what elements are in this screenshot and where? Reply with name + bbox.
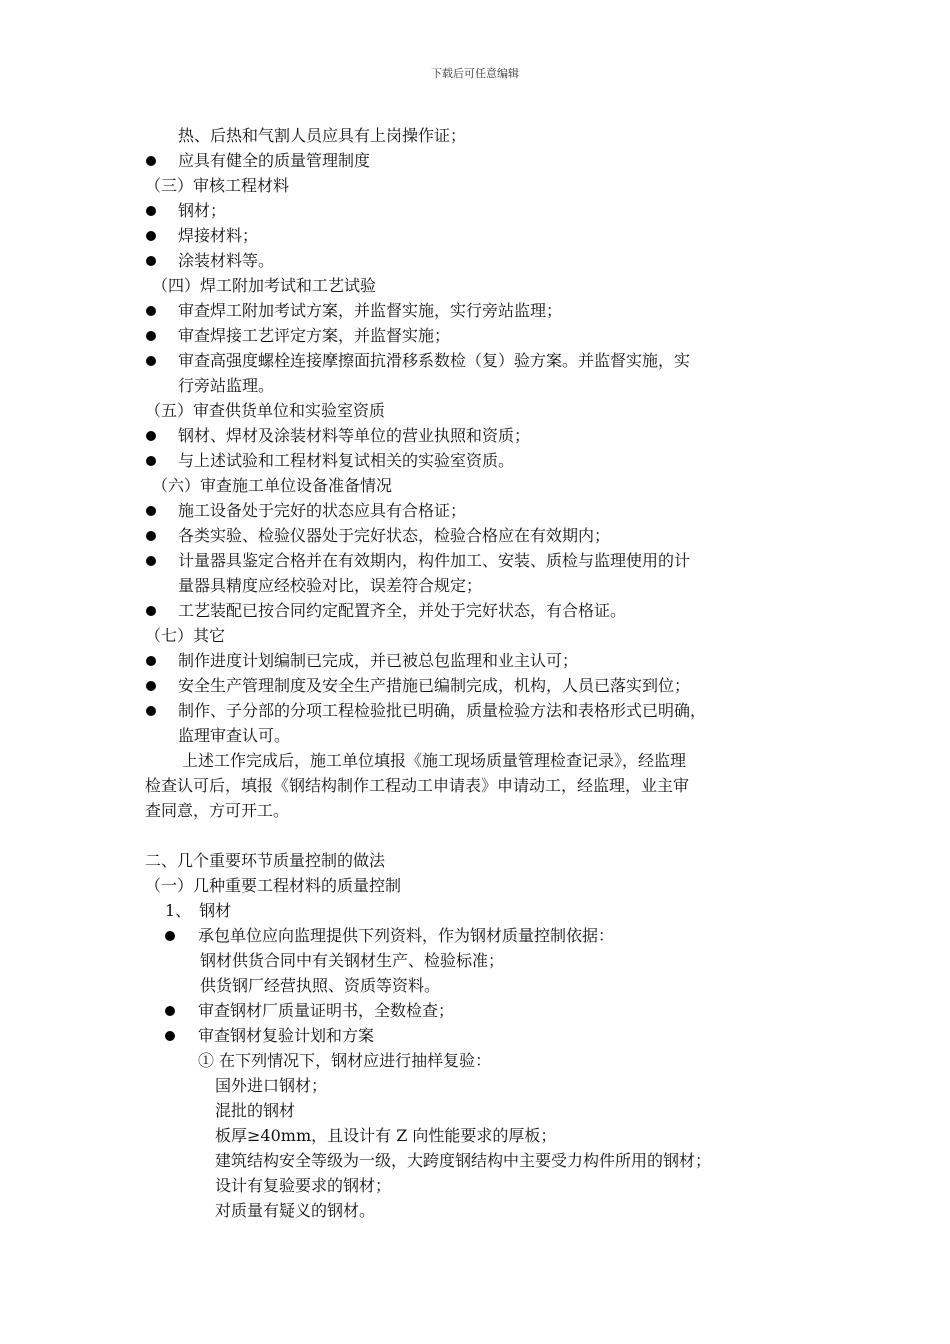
bullet-icon	[146, 306, 156, 316]
line-text: 对质量有疑义的钢材。	[215, 1201, 376, 1220]
line-text: 建筑结构安全等级为一级，大跨度钢结构中主要受力构件所用的钢材；	[215, 1151, 712, 1170]
bullet-icon	[146, 231, 156, 241]
bullet-icon	[146, 356, 156, 366]
line-text: 审查高强度螺栓连接摩擦面抗滑移系数检（复）验方案。并监督实施，实	[178, 351, 691, 370]
line-text: 国外进口钢材；	[215, 1076, 328, 1095]
line-text: 制作、子分部的分项工程检验批已明确，质量检验方法和表格形式已明确，	[178, 701, 707, 720]
bullet-icon	[146, 681, 156, 691]
line-text: （三）审核工程材料	[145, 176, 290, 195]
line-text: 行旁站监理。	[178, 376, 275, 395]
line-text: 制作进度计划编制已完成，并已被总包监理和业主认可；	[178, 651, 579, 670]
line-text: 供货钢厂经营执照、资质等资料。	[200, 976, 441, 995]
line-text: 板厚≥40mm，且设计有 Z 向性能要求的厚板；	[215, 1126, 557, 1145]
bullet-icon	[146, 431, 156, 441]
line-text: 审查焊接工艺评定方案，并监督实施；	[178, 326, 451, 345]
line-text: 各类实验、检验仪器处于完好状态，检验合格应在有效期内；	[178, 526, 611, 545]
line-text: 工艺装配已按合同约定配置齐全，并处于完好状态，有合格证。	[178, 601, 627, 620]
line-text: 审查钢材厂质量证明书，全数检查；	[198, 1001, 455, 1020]
line-text: 施工设备处于完好的状态应具有合格证；	[178, 501, 467, 520]
line-text: 量器具精度应经校验对比，误差符合规定；	[178, 576, 483, 595]
bullet-icon	[146, 556, 156, 566]
line-text: 钢材；	[178, 201, 227, 220]
bullet-icon	[146, 506, 156, 516]
line-text: 应具有健全的质量管理制度	[178, 151, 371, 170]
line-text: 审查焊工附加考试方案，并监督实施，实行旁站监理；	[178, 301, 563, 320]
line-text: 二、几个重要环节质量控制的做法	[145, 851, 386, 870]
line-text: （一）几种重要工程材料的质量控制	[145, 876, 402, 895]
bullet-icon	[165, 1031, 175, 1041]
bullet-icon	[165, 931, 175, 941]
bullet-icon	[165, 1006, 175, 1016]
line-text: 查同意，方可开工。	[145, 801, 290, 820]
line-text: 监理审查认可。	[178, 726, 291, 745]
line-text: （六）审查施工单位设备准备情况	[152, 476, 393, 495]
bullet-icon	[146, 156, 156, 166]
bullet-icon	[146, 706, 156, 716]
line-text: 混批的钢材	[215, 1101, 296, 1120]
line-text: 上述工作完成后，施工单位填报《施工现场质量管理检查记录》，经监理	[182, 751, 687, 770]
line-text: 与上述试验和工程材料复试相关的实验室资质。	[178, 451, 515, 470]
line-text: 安全生产管理制度及安全生产措施已编制完成，机构，人员已落实到位；	[178, 676, 691, 695]
line-text: 焊接材料；	[178, 226, 259, 245]
line-text: 钢材供货合同中有关钢材生产、检验标准；	[200, 951, 505, 970]
bullet-icon	[146, 331, 156, 341]
line-text: （七）其它	[145, 626, 226, 645]
bullet-icon	[146, 456, 156, 466]
line-text: （五）审查供货单位和实验室资质	[145, 401, 386, 420]
page-header: 下载后可任意编辑	[431, 67, 519, 80]
line-text: 检查认可后，填报《钢结构制作工程动工申请表》申请动工，经监理，业主审	[145, 776, 690, 795]
line-text: 涂装材料等。	[178, 251, 275, 270]
line-text: 设计有复验要求的钢材；	[215, 1176, 392, 1195]
line-text: （四）焊工附加考试和工艺试验	[152, 276, 377, 295]
line-text: 计量器具鉴定合格并在有效期内，构件加工、安装、质检与监理使用的计	[178, 551, 691, 570]
bullet-icon	[146, 206, 156, 216]
bullet-icon	[146, 256, 156, 266]
bullet-icon	[146, 656, 156, 666]
bullet-icon	[146, 606, 156, 616]
line-text: 承包单位应向监理提供下列资料，作为钢材质量控制依据：	[198, 926, 615, 945]
bullet-icon	[146, 531, 156, 541]
line-text: 审查钢材复验计划和方案	[198, 1026, 375, 1045]
line-text: ① 在下列情况下，钢材应进行抽样复验：	[198, 1051, 492, 1070]
line-text: 1、 钢材	[165, 901, 232, 920]
line-text: 热、后热和气割人员应具有上岗操作证；	[178, 126, 467, 145]
line-text: 钢材、焊材及涂装材料等单位的营业执照和资质；	[178, 426, 531, 445]
